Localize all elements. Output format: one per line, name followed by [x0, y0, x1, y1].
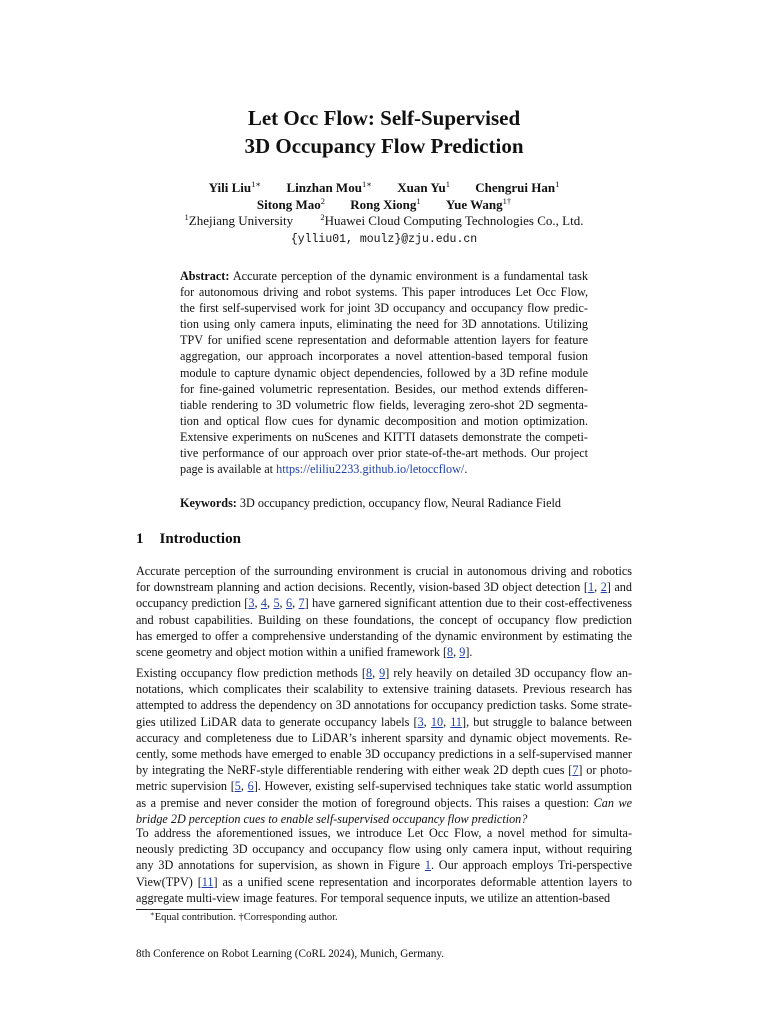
section-number: 1: [136, 531, 144, 547]
author-row-2: [0, 197, 768, 214]
text-run: ,: [594, 580, 601, 595]
citation-link[interactable]: 7: [298, 596, 305, 611]
text-line: [136, 612, 632, 628]
email-row: [0, 230, 768, 247]
text-line: [136, 762, 632, 778]
text-run: scene geometry and object motion within a unified framework [: [136, 644, 448, 659]
keywords-text: 3D occupancy prediction, occupancy flow, Neural Radiance Field: [239, 496, 561, 510]
citation-link[interactable]: 3: [417, 714, 424, 729]
affiliation-mark: 2: [320, 212, 325, 222]
citation-link[interactable]: 9: [379, 666, 386, 680]
footnote: [150, 912, 338, 923]
text-run: aggregate multi-view image features. For temporal sequence inputs, we utilize an attention-based: [136, 890, 611, 905]
author-mark: 1∗: [251, 179, 262, 189]
citation-link[interactable]: 6: [286, 596, 293, 611]
text-line: [136, 697, 632, 713]
text-run: ]. However, existing self-supervised techniques take static world assumption: [253, 779, 633, 794]
text-line: [136, 681, 632, 697]
citation-link[interactable]: 11: [201, 874, 214, 889]
citation-link[interactable]: 8: [365, 666, 373, 680]
text-run: Accurate perception of the surrounding environment is crucial in autonomous driving and robotics: [136, 564, 632, 578]
text-line: [136, 825, 632, 841]
text-line: [136, 795, 632, 811]
abstract-line: tion using only camera inputs, eliminating the need for 3D annotations. Utilizing: [180, 317, 588, 332]
abstract-line: the first self-supervised work for joint 3D occupancy and occupancy flow predic-: [180, 301, 588, 316]
citation-link[interactable]: 1: [424, 858, 431, 873]
citation-link[interactable]: 4: [260, 596, 267, 611]
citation-link[interactable]: 8: [447, 644, 454, 659]
text-run: ,: [443, 714, 451, 729]
text-run: ,: [453, 644, 460, 659]
citation-link[interactable]: 6: [247, 779, 254, 794]
abstract-line: Extensive experiments on nuScenes and KITTI datasets demonstrate the competi-: [180, 429, 588, 444]
author-name: Sitong Mao: [256, 196, 321, 212]
citation-link[interactable]: 1: [587, 580, 595, 595]
text-run: ] rely heavily on detailed 3D occupancy flow an-: [385, 666, 633, 680]
text-run: ,: [240, 779, 248, 794]
citation-link[interactable]: 11: [450, 714, 463, 729]
text-run: ,: [254, 596, 261, 611]
citation-link[interactable]: 5: [234, 779, 241, 794]
venue-note: 8th Conference on Robot Learning (CoRL 2024), Munich, Germany.: [136, 948, 444, 960]
citation-link[interactable]: 2: [600, 580, 607, 595]
abstract-line: module to capture dynamic object dependencies, followed by a 3D refine module: [180, 365, 588, 380]
text-run: ] as a unified scene representation and incorporates deformable attention layers to: [213, 874, 632, 889]
text-run: ] have garnered significant attention due to their cost-effectiveness: [304, 596, 633, 611]
text-run: accuracy and completeness due to LiDAR’s inherent sparsity and dynamic object movements. Re-: [136, 730, 632, 745]
text-line: [136, 730, 632, 746]
abstract-line: for autonomous driving and robot systems. This paper introduces Let Occ Flow,: [180, 285, 588, 300]
abstract-line: [180, 268, 588, 284]
title-line-1: Let Occ Flow: Self-Supervised: [247, 106, 521, 130]
text-run: ].: [465, 644, 473, 659]
citation-link[interactable]: 7: [572, 763, 579, 778]
author-mark: 1†: [502, 195, 512, 206]
text-run: as a premise and never consider the motion of foreground objects. This raises a question:: [136, 795, 594, 810]
text-run: To address the aforementioned issues, we introduce Let Occ Flow, a novel method for simulta-: [136, 826, 632, 840]
abstract-line: [180, 461, 588, 477]
text-run: attempted to address the dependency on 3D annotations for occupancy prediction tasks. Some strate-: [136, 698, 632, 713]
text-run: ,: [267, 596, 274, 611]
text-run: ,: [279, 596, 286, 611]
abstract-label: Abstract:: [180, 269, 230, 283]
text-run: cently, some methods have emerged to enable 3D occupancy predictions in a self-supervised manner: [136, 746, 632, 761]
text-run: occupancy prediction [: [136, 596, 249, 611]
text-run: for downstream planning and action decisions. Recently, vision-based 3D object detection [: [136, 580, 588, 595]
text-run: View(TPV) [: [136, 874, 202, 889]
abstract-line: TPV for unified scene representation and deformable attention layers for feature: [180, 333, 588, 348]
text-line: [136, 665, 632, 681]
text-line: [136, 714, 632, 730]
author-mark: 1: [555, 179, 560, 189]
footnote-text: Equal contribution. †Corresponding author.: [154, 912, 338, 923]
abstract-line: tive performance of our approach over prior state-of-the-art methods. Our project: [180, 446, 588, 461]
affiliation-row: [0, 213, 768, 230]
author-block: [0, 180, 768, 246]
body-paragraph: [136, 665, 632, 827]
author-mark: 1: [416, 195, 421, 206]
keywords-label: Keywords:: [180, 496, 237, 510]
footnote-mark: ∗: [150, 910, 155, 918]
text-line: [136, 644, 632, 660]
body-paragraph: [136, 563, 632, 660]
author-name: Yili Liu: [208, 180, 252, 195]
text-line: [136, 746, 632, 762]
author-mark: 1: [445, 179, 451, 189]
abstract-line: for fine-gained volumetric representation. Besides, our method extends differen-: [180, 381, 588, 396]
project-page-link[interactable]: https://eliliu2233.github.io/letoccflow/: [276, 462, 465, 477]
author-name: Rong Xiong: [350, 196, 417, 212]
abstract-text: Accurate perception of the dynamic environment is a fundamental task: [232, 269, 589, 283]
paper-title: [0, 104, 768, 160]
author-name: Linzhan Mou: [286, 180, 362, 195]
text-run: ,: [372, 666, 380, 680]
author-mark: 1∗: [361, 179, 372, 189]
text-line: [136, 579, 632, 595]
body-paragraph: [136, 825, 632, 906]
author-mark: 2: [320, 195, 326, 206]
author-name: Yue Wang: [445, 196, 503, 212]
text-run: . Our approach employs Tri-perspective: [430, 858, 632, 873]
section-heading: [136, 531, 241, 548]
text-line: [136, 595, 632, 611]
title-line-2: 3D Occupancy Flow Prediction: [244, 134, 524, 158]
text-line: [136, 563, 632, 579]
text-line: [136, 874, 632, 890]
text-run: Existing occupancy flow prediction methods [: [136, 666, 366, 680]
abstract-line: aggregation, our approach incorporates a novel attention-based temporal fusion: [180, 349, 588, 364]
author-name: Xuan Yu: [397, 180, 446, 195]
citation-link[interactable]: 10: [430, 714, 444, 729]
text-run: ], but struggle to balance between: [462, 714, 632, 729]
citation-link[interactable]: 9: [459, 644, 466, 659]
keywords: [180, 495, 600, 511]
author-row-1: [0, 180, 768, 197]
affiliation-mark: 1: [184, 212, 189, 222]
text-run: notations, which complicates their scalability to extensive training datasets. Previous research has: [136, 682, 632, 697]
text-run: ] or photo-: [578, 763, 633, 778]
italic-text: Can we: [593, 795, 632, 810]
section-title: Introduction: [159, 531, 241, 547]
text-run: ,: [423, 714, 431, 729]
abstract: [180, 268, 588, 477]
text-run: by integrating the NeRF-style differentiable rendering with either weak 2D depth cues [: [136, 763, 573, 778]
affiliation: Huawei Cloud Computing Technologies Co., Ltd.: [324, 213, 584, 228]
text-run: ,: [292, 596, 299, 611]
author-email: {ylliu01, moulz}@zju.edu.cn: [290, 232, 478, 246]
text-run: and robust capabilities. Building on these foundations, the concept of occupancy flow prediction: [136, 612, 632, 627]
italic-text: bridge 2D perception cues to enable self-supervised occupancy flow prediction?: [136, 811, 528, 826]
citation-link[interactable]: 3: [248, 596, 255, 611]
text-line: [136, 778, 632, 794]
text-run: neously predicting 3D occupancy and occupancy flow using only camera input, without requiring: [136, 842, 632, 857]
text-run: ] and: [606, 580, 632, 595]
author-name: Chengrui Han: [475, 180, 556, 195]
affiliation: Zhejiang University: [188, 213, 294, 228]
text-run: metric supervision [: [136, 779, 235, 794]
text-line: [136, 628, 632, 644]
text-line: [136, 841, 632, 857]
abstract-text: .: [464, 462, 468, 477]
text-run: any 3D annotations for supervision, as shown in Figure: [136, 858, 425, 873]
citation-link[interactable]: 5: [273, 596, 280, 611]
text-run: has emerged to offer a comprehensive understanding of the dynamic environment by estimating the: [136, 628, 632, 643]
abstract-line: tion and optical flow cues for dynamic decomposition and motion optimization.: [180, 413, 588, 428]
text-run: gies utilized LiDAR data to generate occupancy labels [: [136, 714, 418, 729]
abstract-line: tiable rendering to 3D volumetric flow fields, leveraging zero-shot 2D segmenta-: [180, 397, 588, 412]
text-line: [136, 890, 632, 906]
abstract-text: page is available at: [180, 462, 277, 477]
text-line: [136, 857, 632, 873]
